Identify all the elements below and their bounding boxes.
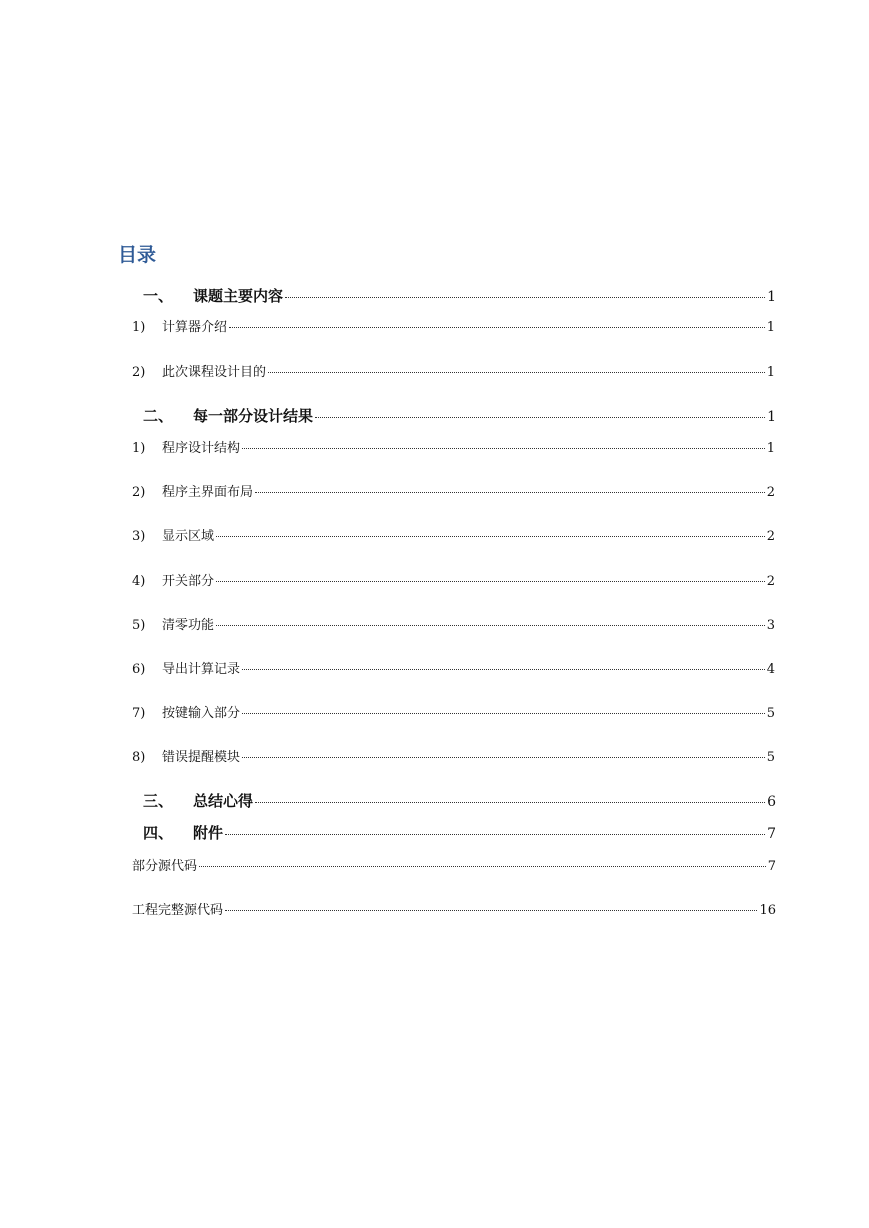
toc-entry-page: 5 xyxy=(766,750,775,765)
toc-entry-subsection[interactable] xyxy=(132,614,775,633)
toc-entry-subsection[interactable] xyxy=(132,437,775,456)
toc-entry-label: 清零功能 xyxy=(162,618,215,633)
toc-entry-label: 计算器介绍 xyxy=(162,320,228,335)
toc-entry-number: 1) xyxy=(132,320,146,335)
toc-entry-section-3[interactable] xyxy=(143,790,776,811)
toc-entry-label: 显示区域 xyxy=(162,529,215,544)
toc-entry-number: 1) xyxy=(132,441,146,456)
toc-entry-number: 3) xyxy=(132,529,146,544)
toc-entry-subsection[interactable] xyxy=(132,746,775,765)
toc-entry-page: 1 xyxy=(766,365,775,380)
toc-title: 目录 xyxy=(118,244,157,266)
toc-entry-subsection[interactable] xyxy=(132,658,775,677)
toc-entry-page: 1 xyxy=(766,320,775,335)
toc-entry-number: 7) xyxy=(132,706,146,721)
toc-entry-number: 6) xyxy=(132,662,146,677)
dot-leader xyxy=(268,372,765,373)
dot-leader xyxy=(242,448,765,449)
toc-entry-label: 程序设计结构 xyxy=(162,441,241,456)
toc-entry-section-2[interactable] xyxy=(143,405,776,426)
toc-entry-label: 每一部分设计结果 xyxy=(193,407,314,425)
toc-entry-page: 7 xyxy=(767,859,776,874)
toc-entry-number: 2) xyxy=(132,365,146,380)
dot-leader xyxy=(199,866,766,867)
dot-leader xyxy=(255,802,765,803)
dot-leader xyxy=(285,297,765,298)
dot-leader xyxy=(315,417,765,418)
toc-entry-subsection[interactable] xyxy=(132,316,775,335)
toc-entry-number: 4) xyxy=(132,574,146,589)
toc-entry-number: 四、 xyxy=(143,824,174,842)
dot-leader xyxy=(216,625,765,626)
dot-leader xyxy=(229,327,765,328)
toc-entry-number: 一、 xyxy=(143,287,174,305)
toc-entry-section-4[interactable] xyxy=(143,822,776,843)
toc-entry-subsection[interactable] xyxy=(132,361,775,380)
toc-entry-number: 2) xyxy=(132,485,146,500)
dot-leader xyxy=(216,536,765,537)
toc-entry-page: 2 xyxy=(766,529,775,544)
toc-entry-page: 16 xyxy=(759,903,776,918)
toc-entry-number: 二、 xyxy=(143,407,174,425)
toc-entry-subsection[interactable] xyxy=(132,525,775,544)
toc-entry-number: 5) xyxy=(132,618,146,633)
toc-entry-label: 总结心得 xyxy=(193,792,254,810)
toc-entry-page: 1 xyxy=(767,289,776,305)
toc-entry-subsection[interactable] xyxy=(132,702,775,721)
toc-entry-subsection[interactable] xyxy=(132,481,775,500)
dot-leader xyxy=(242,713,765,714)
toc-entry-appendix-item[interactable] xyxy=(132,855,776,874)
toc-entry-number: 三、 xyxy=(143,792,174,810)
dot-leader xyxy=(242,757,765,758)
dot-leader xyxy=(225,910,757,911)
toc-entry-page: 2 xyxy=(766,574,775,589)
toc-entry-page: 3 xyxy=(766,618,775,633)
toc-entry-number: 8) xyxy=(132,750,146,765)
toc-entry-page: 7 xyxy=(767,826,776,842)
toc-entry-label: 课题主要内容 xyxy=(193,287,284,305)
dot-leader xyxy=(255,492,765,493)
toc-entry-label: 部分源代码 xyxy=(132,859,198,874)
toc-entry-label: 开关部分 xyxy=(162,574,215,589)
toc-entry-page: 6 xyxy=(767,794,776,810)
toc-entry-page: 1 xyxy=(767,409,776,425)
toc-entry-subsection[interactable] xyxy=(132,570,775,589)
toc-entry-page: 1 xyxy=(766,441,775,456)
toc-entry-page: 2 xyxy=(766,485,775,500)
toc-entry-label: 错误提醒模块 xyxy=(162,750,241,765)
toc-entry-label: 此次课程设计目的 xyxy=(162,365,267,380)
toc-entry-label: 程序主界面布局 xyxy=(162,485,254,500)
toc-entry-page: 4 xyxy=(766,662,775,677)
toc-entry-label: 附件 xyxy=(193,824,224,842)
toc-entry-label: 导出计算记录 xyxy=(162,662,241,677)
dot-leader xyxy=(225,834,765,835)
dot-leader xyxy=(242,669,765,670)
toc-entry-label: 按键输入部分 xyxy=(162,706,241,721)
toc-entry-label: 工程完整源代码 xyxy=(132,903,224,918)
dot-leader xyxy=(216,581,765,582)
toc-entry-appendix-item[interactable] xyxy=(132,899,776,918)
toc-entry-section-1[interactable] xyxy=(143,285,776,306)
toc-entry-page: 5 xyxy=(766,706,775,721)
